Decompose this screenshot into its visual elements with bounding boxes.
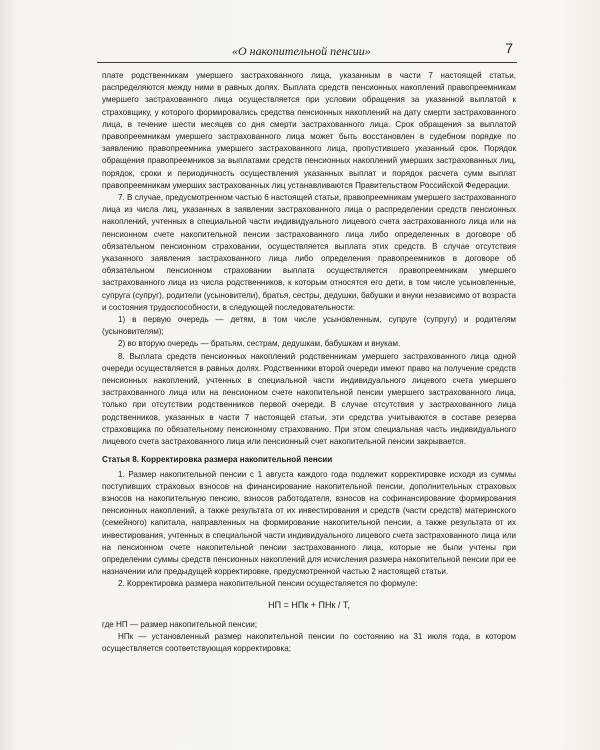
paragraph: НПк — установленный размер накопительной пенсии по состоянию на 31 июля года, в котором осуществляется соответствующая корректировка;: [102, 631, 516, 654]
header-title: «О накопительной пенсии»: [232, 44, 371, 58]
paragraph: 2. Корректировка размера накопительной пенсии осуществляется по формуле:: [118, 579, 418, 589]
body-text: [102, 70, 516, 655]
paragraph: 1. Размер накопительной пенсии с 1 августа каждого года подлежит корректировке исходя из суммы поступивших страховых взносов на финансирование накопительной пенсии, дополнительных страховых взносов на накопительную пенсию, взносов работодателя, взносов на софинансирование формирования пенсионных накоплений, а также результата от их инвестирования и средств (части средств) материнского (семейного) капитала, направленных на формирование накопительной пенсии, а также результата от их инвестирования, учтенных в специальной части индивидуального лицевого счета застрахованного лица или на пенсионном счете накопительной пенсии застрахованного лица, которые не были учтены при определении суммы средств пенсионных накоплений для исчисления размера накопительной пенсии при ее назначении или предыдущей корректировке, предусмотренной частью 2 настоящей статьи.: [102, 469, 516, 577]
paragraph: плате родственникам умершего застрахованного лица, указанным в части 7 настоящей статьи, распределяются между ними в равных долях. Выплата средств пенсионных накоплений правопреемникам умершего застрахованного лица осуществляется при условии обращения за указанной выплатой к страховщику, у которого формировались средства пенсионных накоплений на дату смерти застрахованного лица, в течение шести месяцев со дня смерти застрахованного лица. Срок обращения за выплатой правопреемникам умершего застрахованного лица может быть восстановлен в судебном порядке по заявлению правопреемника умершего застрахованного лица, пропустившего указанный срок. Порядок обращения правопреемников за выплатами средств пенсионных накоплений умерших застрахованных лиц, порядок, сроки и периодичность осуществления указанных выплат и порядок расчета сумм выплат правопреемникам умерших застрахованных лиц устанавливаются Правительством Российской Федерации.: [102, 71, 516, 190]
formula: НП = НПк + ПНк / Т,: [268, 599, 350, 610]
list-item: 1) в первую очередь — детям, в том числе усыновленным, супруге (супругу) и родителям (усыновителям);: [102, 315, 516, 337]
paragraph: 7. В случае, предусмотренном частью 6 настоящей статьи, правопреемникам умершего застрахованного лица из числа лиц, указанных в заявлении застрахованного лица о распределении средств пенсионных накоплений, учтенных в специальной части индивидуального лицевого счета застрахованного лица или на пенсионном счете накопительной пенсии застрахованного лица либо определенных в договоре об обязательном пенсионном страховании, осуществляется выплата этих средств. В случае отсутствия указанного заявления застрахованного лица либо определения правопреемников в договоре об обязательном пенсионном страховании выплата осуществляется правопреемникам умершего застрахованного лица из числа родственников, к которым относятся его дети, в том числе усыновленные, супруга (супруг), родители (усыновители), братья, сестры, дедушки, бабушки и внуки независимо от возраста и состояния трудоспособности, в следующей последовательности:: [102, 193, 516, 312]
paragraph: где НП — размер накопительной пенсии;: [102, 619, 257, 629]
article-heading: Статья 8. Корректировка размера накопительной пенсии: [102, 455, 333, 465]
paragraph: 8. Выплата средств пенсионных накоплений родственникам умершего застрахованного лица одной очереди осуществляется в равных долях. Родственники второй очереди имеют право на получение средств пенсионных накоплений, учтенных в специальной части индивидуального лицевого счета умершего застрахованного лица или на пенсионном счете накопительной пенсии умершего застрахованного лица, только при отсутствии родственников первой очереди. В случае отсутствия у застрахованного лица родственников, указанных в части 7 настоящей статьи, эти средства учитываются в составе резерва страховщика по обязательному пенсионному страхованию. При этом специальная часть индивидуального лицевого счета застрахованного лица или пенсионный счет накопительной пенсии закрывается.: [102, 351, 516, 447]
running-header: [97, 40, 517, 63]
page-number: 7: [505, 40, 513, 56]
list-item: 2) во вторую очередь — братьям, сестрам, дедушкам, бабушкам и внукам.: [118, 339, 401, 349]
